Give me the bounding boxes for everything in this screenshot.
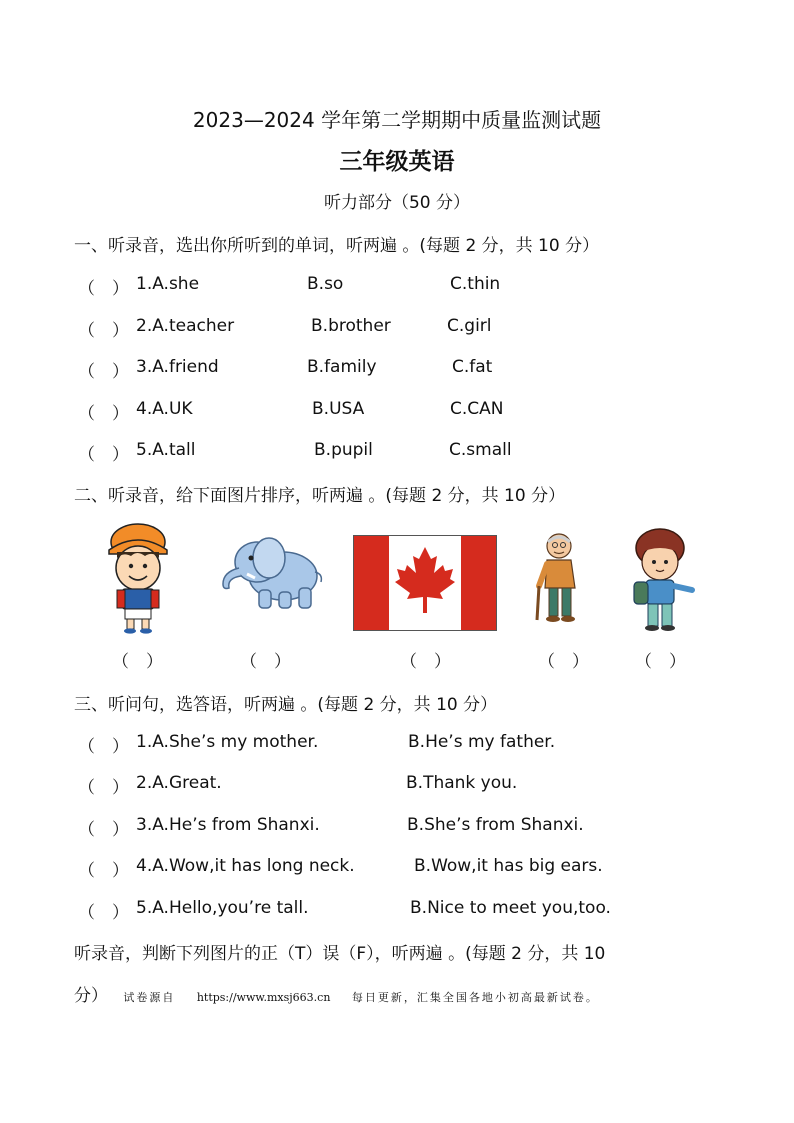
answer-bracket[interactable]: （ ） [78,445,129,465]
option-b: B.He’s my father. [408,732,556,752]
option-c: C.thin [450,274,501,294]
option-c: C.fat [452,357,493,377]
option-c: C.small [449,440,512,460]
option-b: B.Wow,it has big ears. [414,856,603,876]
exam-subtitle: 三年级英语 [339,149,455,175]
option-a: 1.A.she [136,274,200,294]
answer-bracket[interactable]: （ ） [78,404,129,424]
picture-order-bracket[interactable]: （ ） [112,652,163,672]
option-a: 4.A.UK [136,399,193,419]
option-c: C.girl [447,316,492,336]
answer-bracket[interactable]: （ ） [78,778,129,798]
option-b: B.USA [312,399,365,419]
section4-heading-continued [74,981,599,1006]
answer-bracket[interactable]: （ ） [78,903,129,923]
section2-heading: 二、听录音，给下面图片排序，听两遍 。(每题 2 分，共 10 分） [74,486,566,506]
exam-title: 2023—2024 学年第二学期期中质量监测试题 [192,108,602,132]
boy-with-backpack-icon [628,528,712,632]
listening-part-label: 听力部分（50 分） [323,193,471,213]
elephant-icon [217,528,325,612]
picture-order-bracket[interactable]: （ ） [538,652,589,672]
source-prefix: 试卷源自 [123,991,176,1004]
answer-bracket[interactable]: （ ） [78,861,129,881]
option-b: B.family [307,357,377,377]
answer-bracket[interactable]: （ ） [78,820,129,840]
picture-order-bracket[interactable]: （ ） [240,652,291,672]
answer-bracket[interactable]: （ ） [78,279,129,299]
option-b: B.Nice to meet you,too. [410,898,611,918]
option-b: B.brother [311,316,391,336]
option-b: B.pupil [314,440,373,460]
option-c: C.CAN [450,399,504,419]
answer-bracket[interactable]: （ ） [78,321,129,341]
option-a: 5.A.Hello,you’re tall. [136,898,309,918]
section4-heading-line2: 分） [74,986,108,1006]
option-a: 5.A.tall [136,440,196,460]
option-b: B.Thank you. [406,773,518,793]
answer-bracket[interactable]: （ ） [78,362,129,382]
source-url[interactable]: https://www.mxsj663.cn [196,991,331,1004]
canada-flag-icon [353,535,497,631]
option-a: 3.A.friend [136,357,219,377]
old-man-icon [531,530,589,624]
option-a: 2.A.teacher [136,316,235,336]
section4-heading: 听录音，判断下列图片的正（T）误（F），听两遍 。(每题 2 分，共 10 [74,944,606,964]
section3-heading: 三、听问句，选答语，听两遍 。(每题 2 分，共 10 分） [74,695,498,715]
answer-bracket[interactable]: （ ） [78,737,129,757]
option-a: 4.A.Wow,it has long neck. [136,856,355,876]
option-a: 3.A.He’s from Shanxi. [136,815,320,835]
option-b: B.so [307,274,344,294]
picture-order-bracket[interactable]: （ ） [400,652,451,672]
option-a: 1.A.She’s my mother. [136,732,319,752]
boy-with-cap-icon [103,520,173,634]
source-suffix: 每日更新，汇集全国各地小初高最新试卷。 [351,991,599,1004]
section1-heading: 一、听录音，选出你所听到的单词，听两遍 。(每题 2 分，共 10 分） [74,236,600,256]
picture-order-bracket[interactable]: （ ） [635,652,686,672]
option-b: B.She’s from Shanxi. [407,815,584,835]
option-a: 2.A.Great. [136,773,222,793]
